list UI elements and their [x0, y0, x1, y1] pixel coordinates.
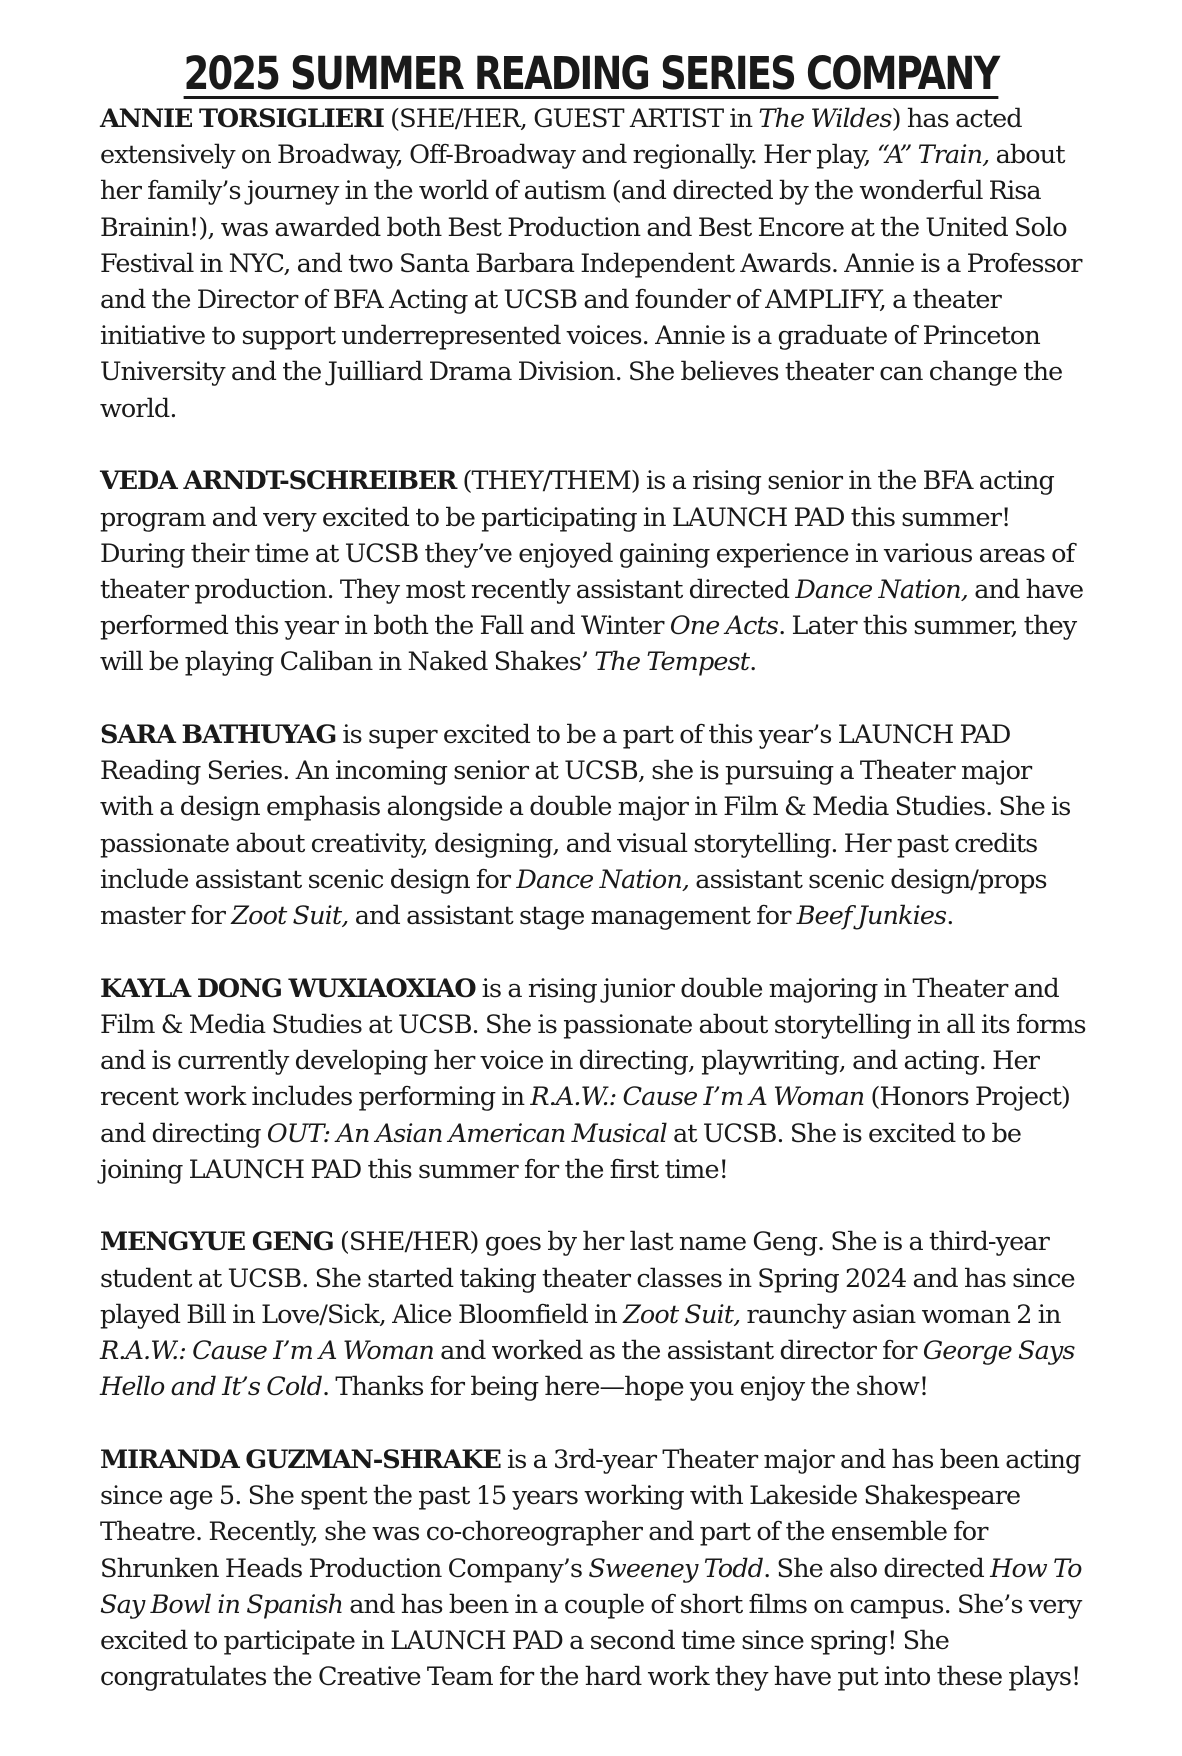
bio-paragraph [100, 717, 1090, 934]
bio-text: . Later this summer, they will be playing Caliban in Naked Shakes’ [100, 611, 1077, 678]
bio-title-italic: George Says Hello and It’s Cold [100, 1336, 1075, 1403]
bio-name: VEDA ARNDT-SCHREIBER [100, 466, 457, 497]
bio-title-italic: The Tempest [594, 647, 750, 678]
bio-title-italic: OUT: An Asian American Musical [266, 1118, 667, 1149]
bio-title-italic: “A” Train, [876, 140, 990, 171]
bio-name: MIRANDA GUZMAN-SHRAKE [100, 1445, 501, 1475]
bio-text: about her family’s journey in the world of autism (and directed by the wonderful Risa Brainin!), was awarded both Best Production and Best Encore at the United Solo Festival in NYC, and two Santa Barbara Independent Awards. Annie is a Professor and the Director of BFA Acting at UCSB and founder of AMPLIFY, a theater initiative to support underrepresented voices. Annie is a graduate of Princeton University and the Juilliard Drama Division. She believes theater can change the world. [100, 140, 1082, 424]
bio-title-italic: Dance Nation, [516, 864, 690, 895]
bio-title-italic: The Wildes [758, 104, 892, 134]
bio-text: and have performed this year in both the Fall and Winter [100, 574, 1084, 642]
bio-text: . She also directed [763, 1553, 991, 1584]
bio-name: SARA BATHUYAG [100, 720, 337, 751]
bio-title-italic: Zoot Suit, [231, 901, 349, 932]
bio-title-italic: One Acts [669, 611, 779, 642]
bio-title-italic: R.A.W.: Cause I’m A Woman [100, 1336, 434, 1367]
bio-paragraph [100, 463, 1090, 680]
bio-paragraph [100, 101, 1090, 427]
bio-text: (Honors Project) and directing [100, 1082, 1070, 1149]
bio-title-italic: Zoot Suit, [623, 1299, 741, 1330]
page-title [106, 44, 1075, 104]
bio-text: raunchy asian woman 2 in [740, 1299, 1061, 1330]
bio-title-italic: Dance Nation, [795, 574, 968, 605]
bio-text: ) has acted extensively on Broadway, Off-Broadway and regionally. Her play, [100, 104, 1022, 171]
bio-text: and assistant stage management for [348, 901, 797, 932]
bio-text: assistant scenic design/props master for [100, 864, 1047, 932]
page-title-text: 2025 SUMMER READING SERIES COMPANY [183, 47, 999, 101]
bio-text: is a rising junior double majoring in Theater and Film & Media Studies at UCSB. She is passionate about storytelling in all its forms and is currently developing her voice in directing, playwriting, and acting. Her recent work includes performing in [100, 973, 1086, 1113]
bio-paragraph [100, 971, 1090, 1188]
bio-text: at UCSB. She is excited to be joining LAUNCH PAD this summer for the first time! [100, 1118, 1022, 1185]
bio-title-italic: R.A.W.: Cause I’m A Woman [530, 1082, 865, 1113]
bio-text: . [946, 901, 954, 932]
bio-text: and has been in a couple of short films on campus. She’s very excited to participate in LAUNCH PAD a second time since spring! She congratulates the Creative Team for the hard work they have put into these plays! [100, 1589, 1082, 1693]
bio-text: (THEY/THEM) is a rising senior in the BFA acting program and very excited to be participating in LAUNCH PAD this summer! During their time at UCSB they’ve enjoyed gaining experience in various areas of theater production. They most recently assistant directed [100, 466, 1075, 605]
bio-text: (SHE/HER) goes by her last name Geng. She is a third-year student at UCSB. She started taking theater classes in Spring 2024 and has since played Bill in Love/Sick, Alice Bloomfield in [100, 1227, 1075, 1330]
bio-text: is super excited to be a part of this year’s LAUNCH PAD Reading Series. An incoming senior at UCSB, she is pursuing a Theater major with a design emphasis alongside a double major in Film & Media Studies. She is passionate about creativity, designing, and visual storytelling. Her past credits include assistant scenic design for [100, 720, 1071, 895]
bio-title-italic: How To Say Bowl in Spanish [100, 1553, 1082, 1620]
bio-text: is a 3rd-year Theater major and has been acting since age 5. She spent the past 15 years working with Lakeside Shakespeare Theatre. Recently, she was co-choreographer and part of the ensemble for Shrunken Heads Production Company’s [100, 1445, 1081, 1584]
bio-text: and worked as the assistant director for [433, 1336, 923, 1367]
bio-name: MENGYUE GENG [100, 1227, 334, 1258]
bio-text: . Thanks for being here—hope you enjoy the show! [322, 1372, 929, 1403]
bio-title-italic: Beef Junkies [796, 901, 947, 932]
bio-paragraph [100, 1224, 1090, 1405]
bio-title-italic: Sweeney Todd [588, 1553, 764, 1584]
bio-text: (SHE/HER, GUEST ARTIST in [383, 104, 759, 134]
bio-name: KAYLA DONG WUXIAOXIAO [100, 973, 476, 1004]
bio-list [100, 101, 1090, 1732]
bio-text: . [749, 647, 757, 678]
bio-paragraph [100, 1442, 1090, 1695]
bio-name: ANNIE TORSIGLIERI [100, 104, 384, 134]
